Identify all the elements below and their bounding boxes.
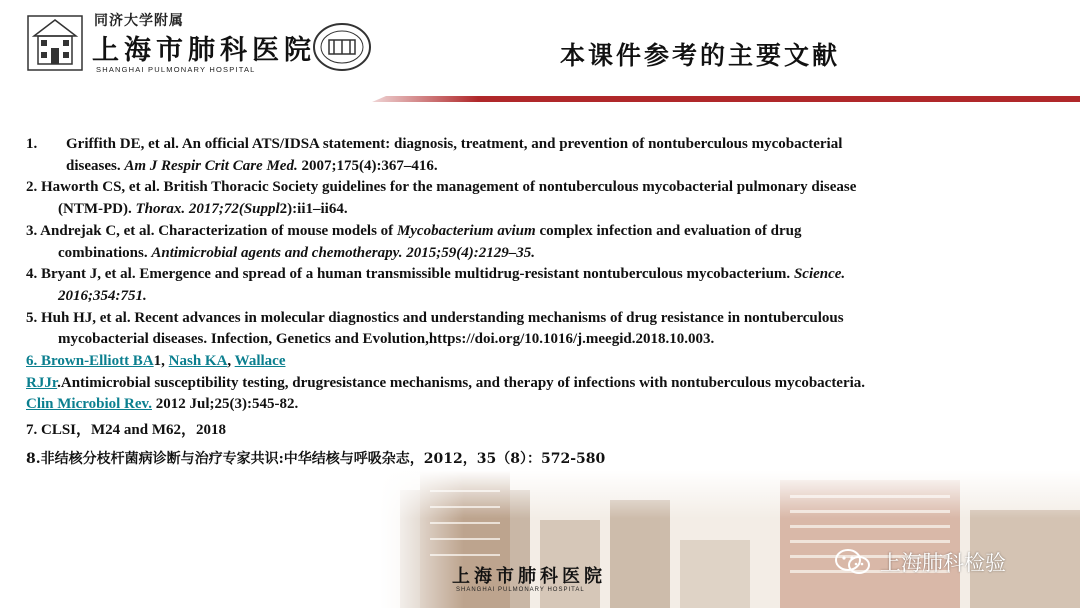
reference-item: 3. Andrejak C, et al. Characterization of mouse models of Mycobacterium avium complex infection and evaluation of drug combinations. Antimicrobial agents and chemotherapy. 2015;59(4):2129–35. <box>26 222 802 261</box>
reference-item: 8.非结核分枝杆菌病诊断与治疗专家共识:中华结核与呼吸杂志，2012，35（8）：572-580 <box>26 450 606 467</box>
author-link[interactable]: Nash KA <box>168 353 228 370</box>
hospital-name-en: SHANGHAI PULMONARY HOSPITAL <box>96 65 256 74</box>
journal-name: Science. <box>793 266 846 283</box>
university-seal-icon <box>312 22 372 72</box>
reference-item: 7. CLSI，M24 and M62，2018 <box>26 422 227 439</box>
hospital-building-icon <box>26 14 84 72</box>
journal-name: Antimicrobial agents and chemotherapy. 2015;59(4):2129–35. <box>151 244 535 261</box>
reference-item: 1. Griffith DE, et al. An official ATS/IDSA statement: diagnosis, treatment, and prevention of nontuberculous mycobacterial diseases. Am J Respir Crit Care Med. 2007;175(4):367–416. <box>26 136 843 174</box>
hospital-logo <box>26 8 386 78</box>
wechat-watermark <box>834 548 1006 576</box>
reference-item: 2. Haworth CS, et al. British Thoracic Society guidelines for the management of nontuberculous mycobacterial pulmonary disease (NTM-PD). Thorax. 2017;72(Suppl2):ii1–ii64. <box>26 179 857 218</box>
footer-hospital-name-cn: 上海市肺科医院 <box>452 566 606 587</box>
author-link[interactable]: 6. Brown-Elliott BA <box>26 353 154 370</box>
journal-link[interactable]: Clin Microbiol Rev. <box>26 396 152 413</box>
journal-name: Am J Respir Crit Care Med. <box>124 157 298 174</box>
hospital-name-cn: 上海市肺科医院 <box>92 35 316 66</box>
journal-name: Thorax. 2017;72(Suppl <box>135 201 280 218</box>
reference-item: 6. Brown-Elliott BA1, Nash KA, Wallace RJJr.Antimicrobial susceptibility testing, drugresistance mechanisms, and therapy of infections with nontuberculous mycobacteria. Clin Microbiol Rev. 2012 Jul;25(3):545-82. <box>26 353 866 413</box>
author-link[interactable]: RJJr <box>26 374 58 391</box>
footer-hospital-name-en: SHANGHAI PULMONARY HOSPITAL <box>456 587 585 593</box>
footer-hospital-logo <box>452 562 642 602</box>
reference-list <box>26 134 1056 471</box>
slide-title: 本课件参考的主要文献 <box>560 41 841 70</box>
author-link[interactable]: Wallace <box>234 353 286 370</box>
reference-item: 5. Huh HJ, et al. Recent advances in molecular diagnostics and understanding mechanisms of drug resistance in nontuberculous mycobacterial diseases. Infection, Genetics and Evolution,https://doi.org/10.1016/j.meegid.2018.10.003. <box>26 309 844 348</box>
slide-header <box>0 0 1080 110</box>
reference-number: 1. <box>26 136 38 152</box>
watermark-text: 上海肺科检验 <box>880 551 1006 575</box>
affiliation-text: 同济大学附属 <box>94 13 184 29</box>
reference-item: 4. Bryant J, et al. Emergence and spread of a human transmissible multidrug-resistant nontuberculous mycobacterium. Science. 2016;354:751. <box>26 266 846 304</box>
header-divider <box>372 96 1080 102</box>
species-name: Mycobacterium avium <box>396 222 536 239</box>
wechat-icon <box>834 548 872 576</box>
